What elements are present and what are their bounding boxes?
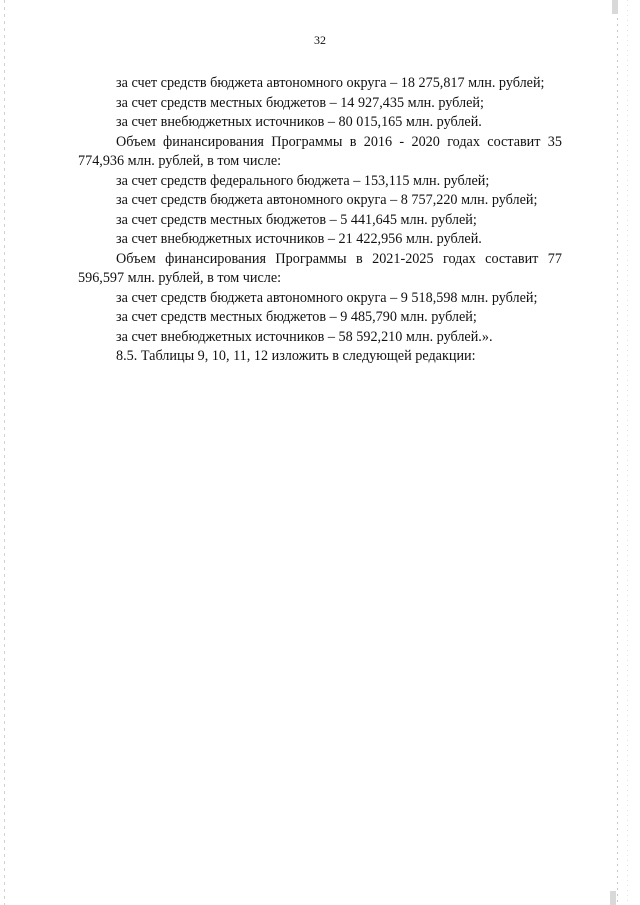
scan-edge-right: [617, 0, 618, 905]
paragraph-funding-2021-2025: Объем финансирования Программы в 2021-2025 годах составит 77 596,597 млн. рублей, в том числе:: [78, 250, 562, 286]
paragraph-section-8-5: 8.5. Таблицы 9, 10, 11, 12 изложить в следующей редакции:: [116, 348, 476, 364]
scan-mark-bottom: [610, 891, 616, 905]
scan-mark-top: [612, 0, 618, 14]
scan-edge-right-inner: [627, 0, 628, 905]
paragraph-local-budgets-total: за счет средств местных бюджетов – 14 927,435 млн. рублей;: [116, 94, 484, 111]
paragraph-extrabudgetary-total: за счет внебюджетных источников – 80 015,165 млн. рублей.: [116, 114, 482, 130]
paragraph-budget-ao-2016-2020: за счет средств бюджета автономного округа – 8 757,220 млн. рублей;: [116, 192, 538, 208]
paragraph-budget-ao-2021-2025: за счет средств бюджета автономного округа – 9 518,598 млн. рублей;: [116, 289, 538, 306]
paragraph-budget-ao-total: за счет средств бюджета автономного округа – 18 275,817 млн. рублей;: [116, 75, 545, 91]
page-number: 32: [314, 33, 326, 47]
paragraph-extrabudgetary-2021-2025: за счет внебюджетных источников – 58 592,210 млн. рублей.».: [116, 328, 493, 345]
paragraph-local-2016-2020: за счет средств местных бюджетов – 5 441,645 млн. рублей;: [116, 211, 477, 228]
paragraph-federal-2016-2020: за счет средств федерального бюджета – 153,115 млн. рублей;: [116, 172, 490, 189]
paragraph-extrabudgetary-2016-2020: за счет внебюджетных источников – 21 422,956 млн. рублей.: [116, 231, 482, 247]
scan-edge-left: [4, 0, 5, 905]
document-body: [78, 74, 562, 367]
paragraph-local-2021-2025: за счет средств местных бюджетов – 9 485,790 млн. рублей;: [116, 309, 477, 325]
paragraph-funding-2016-2020: Объем финансирования Программы в 2016 - 2020 годах составит 35 774,936 млн. рублей, в том числе:: [78, 133, 562, 169]
